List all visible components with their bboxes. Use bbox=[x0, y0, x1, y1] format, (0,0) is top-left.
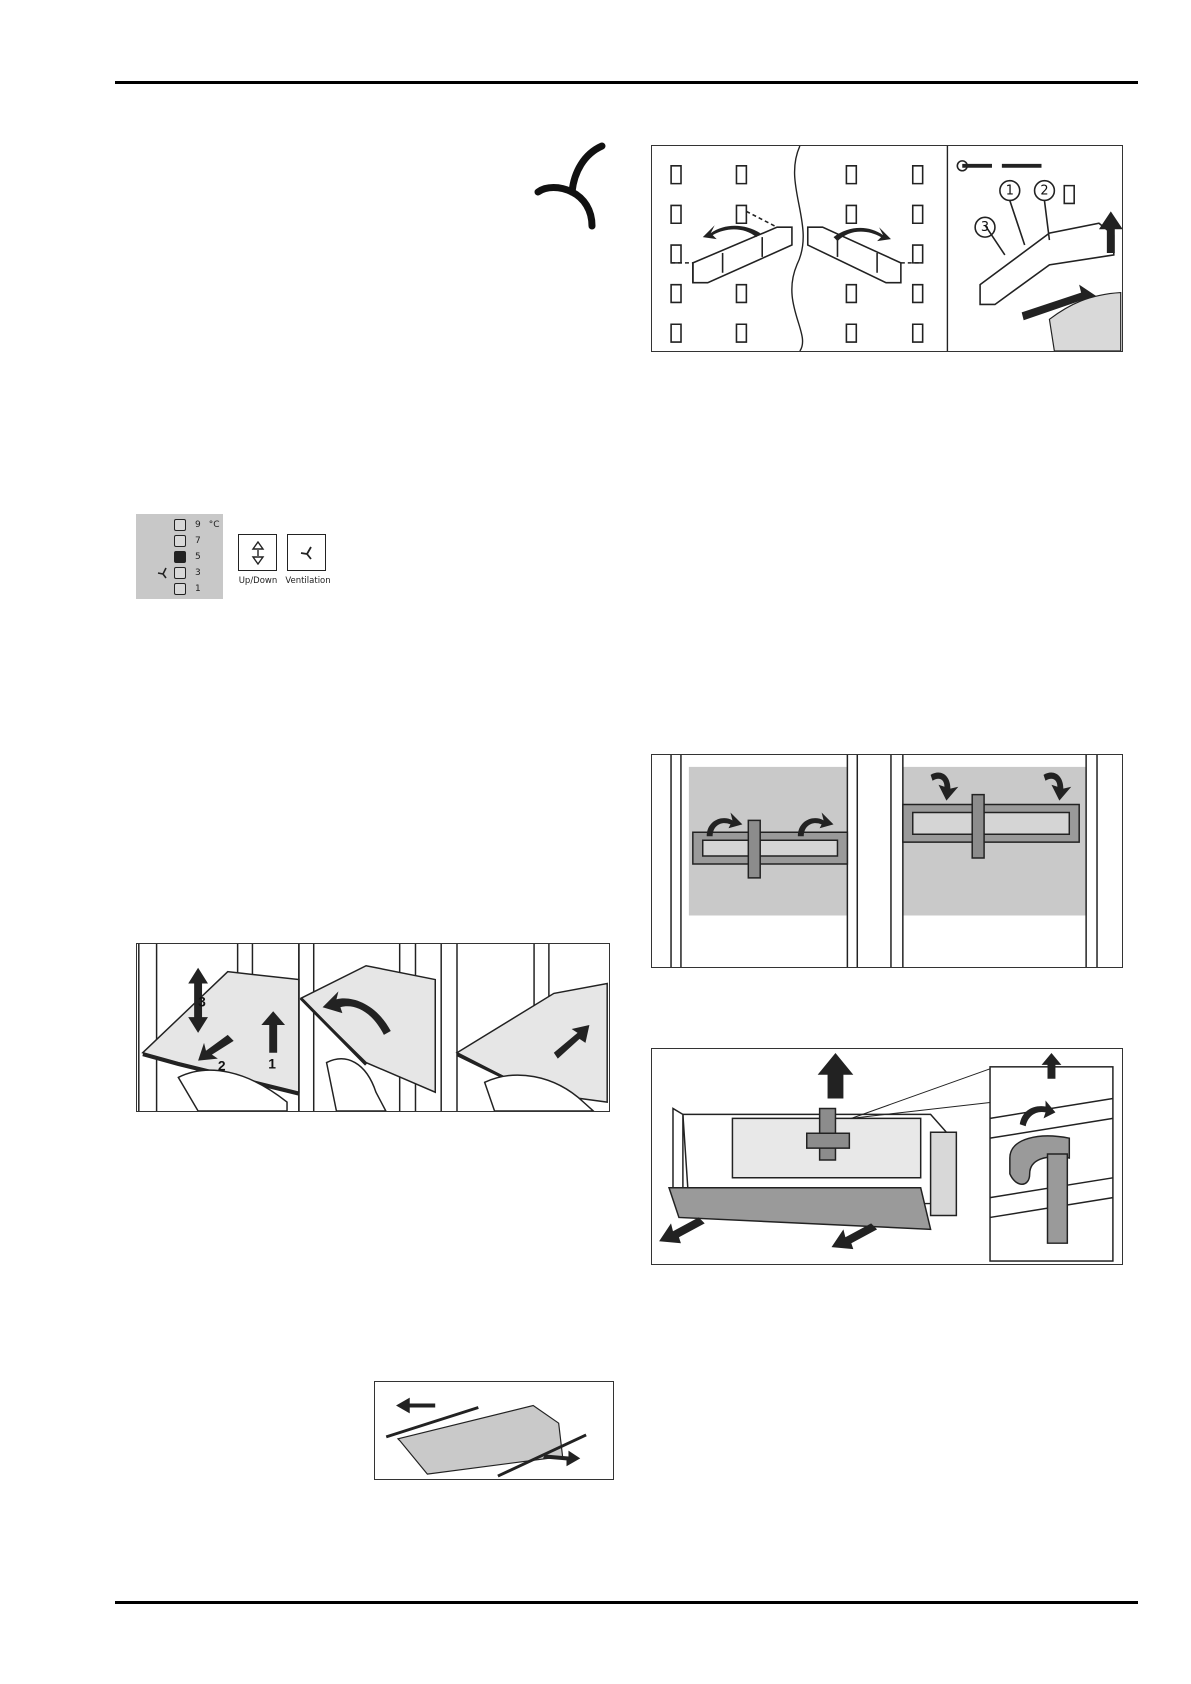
level-row bbox=[174, 566, 201, 580]
level-indicator bbox=[174, 519, 186, 531]
step-3-label: 3 bbox=[198, 993, 206, 1010]
up-down-arrows-icon bbox=[251, 541, 265, 565]
level-indicator bbox=[174, 567, 186, 579]
level-indicator bbox=[174, 535, 186, 547]
step-1-label: 1 bbox=[268, 1055, 276, 1072]
door-rack-figure bbox=[651, 754, 1123, 968]
step-2-label: 2 bbox=[217, 1057, 226, 1074]
level-row bbox=[174, 582, 201, 596]
level-indicator-active bbox=[174, 551, 186, 563]
level-value: 3 bbox=[195, 568, 201, 578]
temperature-display-panel bbox=[136, 514, 223, 599]
fan-marker-icon bbox=[156, 566, 170, 580]
level-row bbox=[174, 550, 201, 564]
level-row bbox=[174, 534, 201, 548]
level-row bbox=[174, 518, 220, 532]
level-unit: °C bbox=[208, 520, 220, 530]
callout-3: 3 bbox=[980, 220, 990, 236]
bracket-removal-figure bbox=[651, 145, 1123, 352]
level-value: 9 bbox=[195, 520, 201, 530]
up-down-label: Up/Down bbox=[238, 576, 278, 586]
rack-insert-figure bbox=[651, 1048, 1123, 1265]
level-indicator bbox=[174, 583, 186, 595]
fan-icon bbox=[532, 140, 614, 230]
ventilation-label: Ventilation bbox=[285, 576, 331, 586]
level-value: 7 bbox=[195, 536, 201, 546]
callout-1: 1 bbox=[1005, 183, 1014, 199]
ventilation-button[interactable] bbox=[287, 534, 326, 571]
edge-strip-figure bbox=[374, 1381, 614, 1480]
level-value: 5 bbox=[195, 552, 201, 562]
level-value: 1 bbox=[195, 584, 201, 594]
callout-2: 2 bbox=[1040, 183, 1049, 199]
header-rule bbox=[115, 81, 1138, 84]
fan-icon bbox=[298, 544, 316, 562]
up-down-button[interactable] bbox=[238, 534, 277, 571]
glass-shelf-figure bbox=[136, 943, 610, 1112]
footer-rule bbox=[115, 1601, 1138, 1604]
